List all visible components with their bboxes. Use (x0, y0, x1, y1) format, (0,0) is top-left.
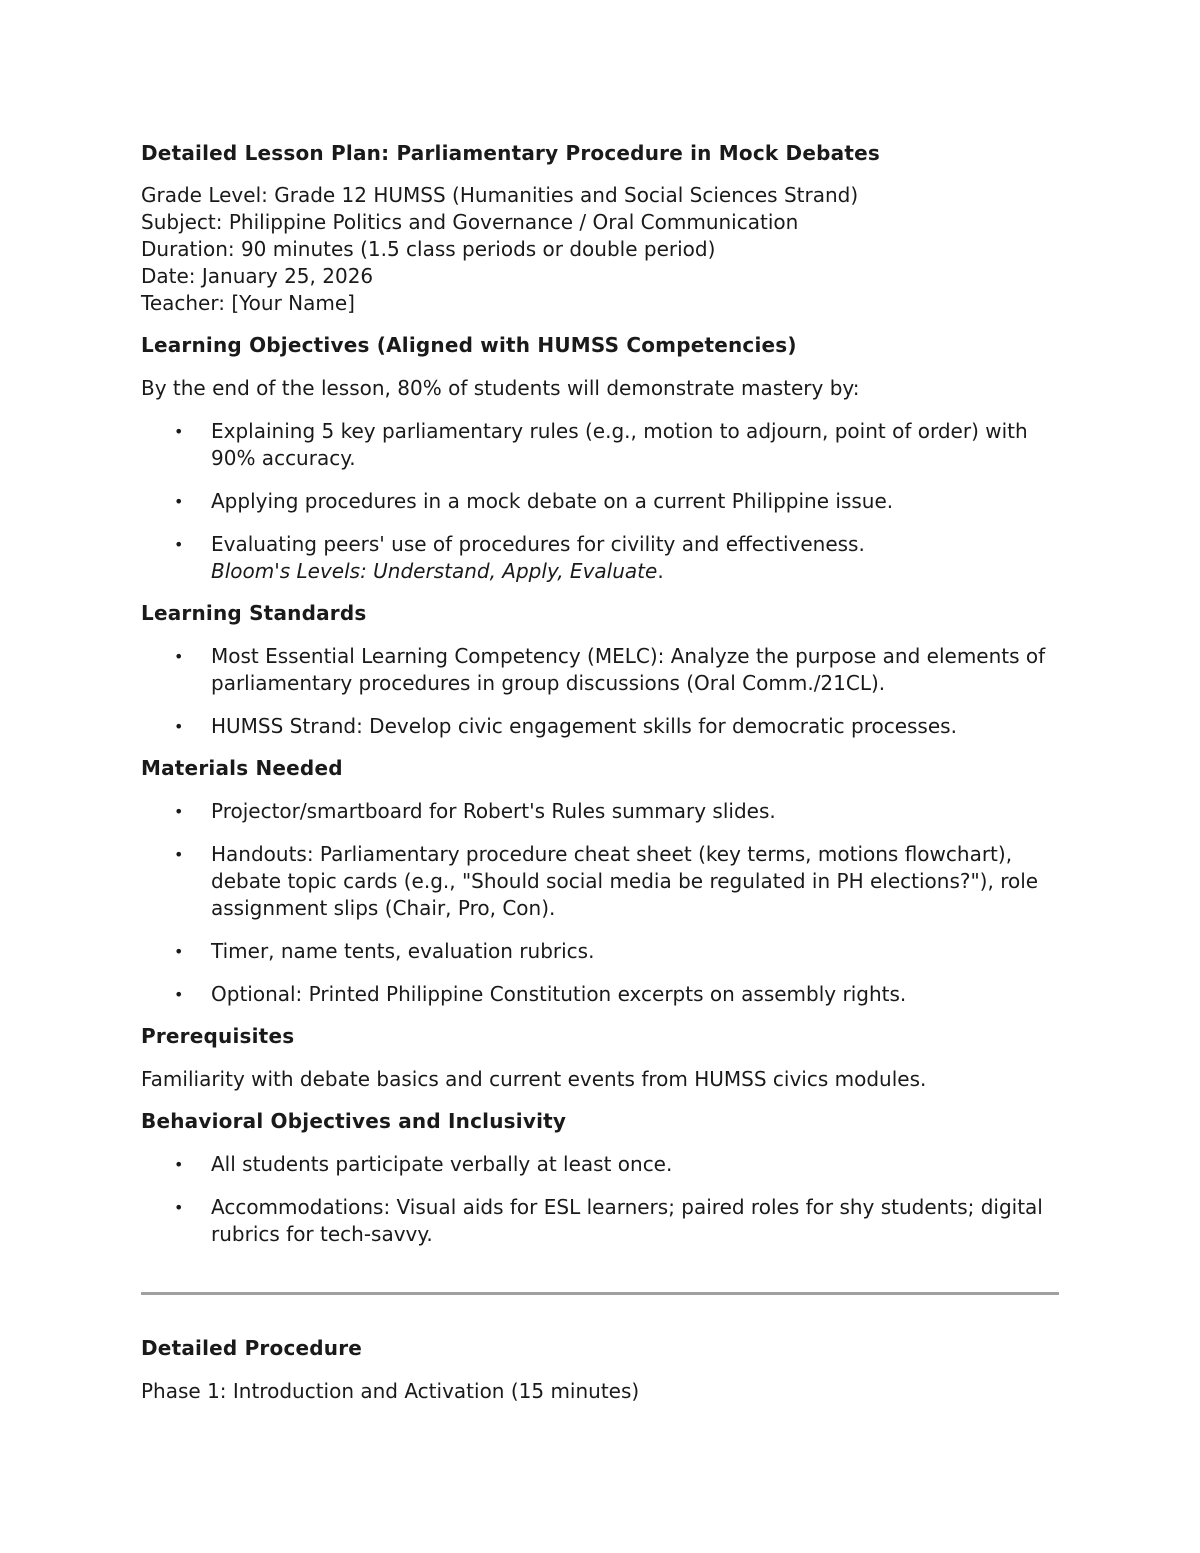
list-item (141, 713, 1059, 740)
bullet-icon: • (174, 1155, 184, 1174)
list-item (141, 938, 1059, 965)
material-text: Projector/smartboard for Robert's Rules summary slides. (211, 799, 776, 823)
objective-text: Applying procedures in a mock debate on a current Philippine issue. (211, 489, 894, 513)
standards-heading: Learning Standards (141, 601, 367, 625)
blooms-period: . (657, 559, 664, 583)
bullet-icon: • (174, 422, 184, 441)
material-text: Handouts: Parliamentary procedure cheat sheet (key terms, motions flowchart), debate topic cards (e.g., "Should social media be regulated in PH elections?"), role assignment slips (Chair, Pro, Con). (211, 842, 1039, 920)
list-item (141, 981, 1059, 1008)
meta-teacher: Teacher: [Your Name] (141, 291, 355, 315)
document-title: Detailed Lesson Plan: Parliamentary Procedure in Mock Debates (141, 141, 880, 165)
behavioral-text: All students participate verbally at least once. (211, 1152, 673, 1176)
list-item (141, 1194, 1059, 1248)
list-item (141, 1151, 1059, 1178)
behavioral-heading: Behavioral Objectives and Inclusivity (141, 1109, 567, 1133)
procedure-section (141, 1335, 1059, 1405)
material-text: Optional: Printed Philippine Constitution excerpts on assembly rights. (211, 982, 907, 1006)
meta-grade: Grade Level: Grade 12 HUMSS (Humanities and Social Sciences Strand) (141, 183, 859, 207)
bullet-icon: • (174, 492, 184, 511)
objective-text: Explaining 5 key parliamentary rules (e.g., motion to adjourn, point of order) with 90% accuracy. (211, 419, 1028, 470)
list-item (141, 531, 1059, 585)
list-item (141, 841, 1059, 922)
list-item (141, 798, 1059, 825)
materials-heading: Materials Needed (141, 756, 343, 780)
behavioral-list (141, 1151, 1059, 1248)
horizontal-divider (141, 1292, 1059, 1295)
list-item (141, 418, 1059, 472)
meta-date: Date: January 25, 2026 (141, 264, 374, 288)
bullet-icon: • (174, 802, 184, 821)
bullet-icon: • (174, 985, 184, 1004)
bullet-icon: • (174, 942, 184, 961)
objective-text: Evaluating peers' use of procedures for civility and effectiveness. (211, 532, 865, 556)
bullet-icon: • (174, 535, 184, 554)
objectives-heading: Learning Objectives (Aligned with HUMSS Competencies) (141, 333, 797, 357)
bullet-icon: • (174, 845, 184, 864)
lesson-meta (141, 182, 1059, 317)
standard-text: Most Essential Learning Competency (MELC): Analyze the purpose and elements of parliamentary procedures in group discussions (Oral Comm./21CL). (211, 644, 1046, 695)
objectives-intro: By the end of the lesson, 80% of students will demonstrate mastery by: (141, 376, 860, 400)
meta-subject: Subject: Philippine Politics and Governance / Oral Communication (141, 210, 799, 234)
procedure-heading: Detailed Procedure (141, 1336, 363, 1360)
prerequisites-text: Familiarity with debate basics and current events from HUMSS civics modules. (141, 1067, 927, 1091)
standard-text: HUMSS Strand: Develop civic engagement skills for democratic processes. (211, 714, 957, 738)
bullet-icon: • (174, 1198, 184, 1217)
standards-list (141, 643, 1059, 740)
list-item (141, 643, 1059, 697)
procedure-phase1: Phase 1: Introduction and Activation (15 minutes) (141, 1379, 640, 1403)
meta-duration: Duration: 90 minutes (1.5 class periods or double period) (141, 237, 716, 261)
list-item (141, 488, 1059, 515)
document-body (141, 140, 1059, 1248)
material-text: Timer, name tents, evaluation rubrics. (211, 939, 595, 963)
bullet-icon: • (174, 717, 184, 736)
bullet-icon: • (174, 647, 184, 666)
prerequisites-heading: Prerequisites (141, 1024, 295, 1048)
materials-list (141, 798, 1059, 1008)
behavioral-text: Accommodations: Visual aids for ESL learners; paired roles for shy students; digital rubrics for tech-savvy. (211, 1195, 1043, 1246)
blooms-levels: Bloom's Levels: Understand, Apply, Evaluate (211, 559, 658, 583)
objectives-list (141, 418, 1059, 585)
